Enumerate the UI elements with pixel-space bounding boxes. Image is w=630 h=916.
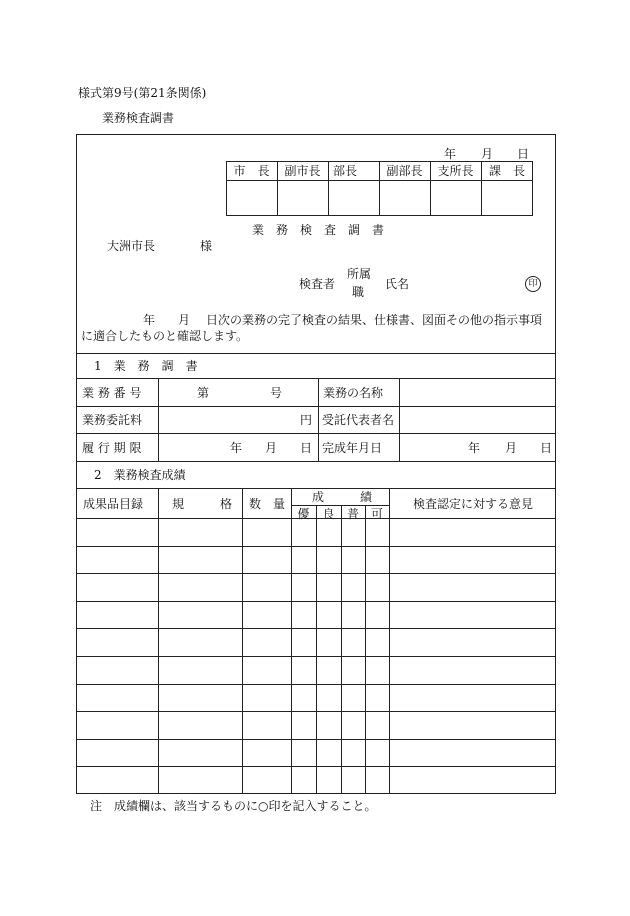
inspector-affiliation: 所属 bbox=[347, 267, 372, 281]
business-name-label: 業務の名称 bbox=[323, 386, 384, 400]
completion-day: 日 bbox=[540, 441, 553, 455]
grade-average: 普 bbox=[346, 507, 359, 521]
inspector-position: 職 bbox=[352, 285, 365, 299]
approval-header-section-chief: 課 長 bbox=[488, 164, 525, 178]
grade-good: 良 bbox=[322, 507, 335, 521]
statement-year: 年 bbox=[143, 313, 156, 327]
approval-header-deputy-mayor: 副市長 bbox=[284, 164, 321, 178]
section2-heading: 2 業務検査成績 bbox=[94, 468, 186, 482]
table-row bbox=[76, 739, 556, 740]
table-row bbox=[76, 766, 556, 767]
quantity-header: 数 量 bbox=[249, 497, 286, 511]
spec-header-a: 規 bbox=[172, 497, 185, 511]
table-row bbox=[76, 628, 556, 629]
seal-mark-icon: 印 bbox=[525, 276, 541, 292]
deadline-day: 日 bbox=[300, 441, 313, 455]
section1-heading: 1 業 務 調 書 bbox=[94, 359, 198, 373]
completion-month: 月 bbox=[505, 441, 518, 455]
table-row bbox=[76, 546, 556, 547]
date-day: 日 bbox=[517, 147, 530, 161]
form-title: 業 務 検 査 調 書 bbox=[252, 223, 385, 237]
approval-header-branch-manager: 支所長 bbox=[437, 164, 474, 178]
table-row bbox=[76, 601, 556, 602]
business-number-label: 業 務 番 号 bbox=[82, 386, 142, 400]
inspector-label: 検査者 bbox=[299, 277, 336, 291]
performance-deadline-label: 履 行 期 限 bbox=[82, 441, 142, 455]
approval-header-director: 部長 bbox=[333, 164, 358, 178]
statement-line1: 日次の業務の完了検査の結果、仕様書、図面その他の指示事項 bbox=[206, 313, 543, 327]
business-number-dai: 第 bbox=[197, 386, 210, 400]
table-row bbox=[76, 573, 556, 574]
contractor-representative-label: 受託代表者名 bbox=[322, 413, 395, 427]
form-reference: 様式第9号(第21条関係) bbox=[78, 86, 207, 100]
approval-header-deputy-director: 副部長 bbox=[386, 164, 423, 178]
grade-header: 成 績 bbox=[312, 490, 373, 504]
table-row bbox=[76, 684, 556, 685]
section1-top-rule bbox=[76, 353, 556, 354]
table-row bbox=[76, 518, 556, 519]
statement-month: 月 bbox=[178, 313, 191, 327]
grade-excellent: 優 bbox=[297, 507, 310, 521]
business-number-go: 号 bbox=[270, 386, 283, 400]
opinion-header: 検査認定に対する意見 bbox=[413, 497, 534, 511]
deadline-month: 月 bbox=[265, 441, 278, 455]
spec-header-b: 格 bbox=[220, 497, 233, 511]
completion-year: 年 bbox=[468, 441, 481, 455]
document-heading: 業務検査調書 bbox=[102, 111, 175, 125]
date-month: 月 bbox=[481, 147, 494, 161]
addressee-name: 大洲市長 bbox=[107, 239, 156, 253]
date-year: 年 bbox=[444, 147, 457, 161]
grade-pass: 可 bbox=[370, 507, 383, 521]
catalog-header: 成果品目録 bbox=[83, 497, 144, 511]
addressee-honorific: 様 bbox=[200, 239, 213, 253]
contract-fee-label: 業務委託料 bbox=[82, 413, 143, 427]
table-row bbox=[76, 711, 556, 712]
inspector-name-label: 氏名 bbox=[385, 277, 410, 291]
statement-line2: に適合したものと確認します。 bbox=[81, 329, 249, 343]
approval-header-mayor: 市 長 bbox=[233, 164, 270, 178]
footnote: 注 成績欄は、該当するものに○印を記入すること。 bbox=[90, 799, 377, 813]
completion-date-label: 完成年月日 bbox=[322, 441, 383, 455]
contract-fee-yen: 円 bbox=[300, 413, 313, 427]
deadline-year: 年 bbox=[230, 441, 243, 455]
table-row bbox=[76, 656, 556, 657]
